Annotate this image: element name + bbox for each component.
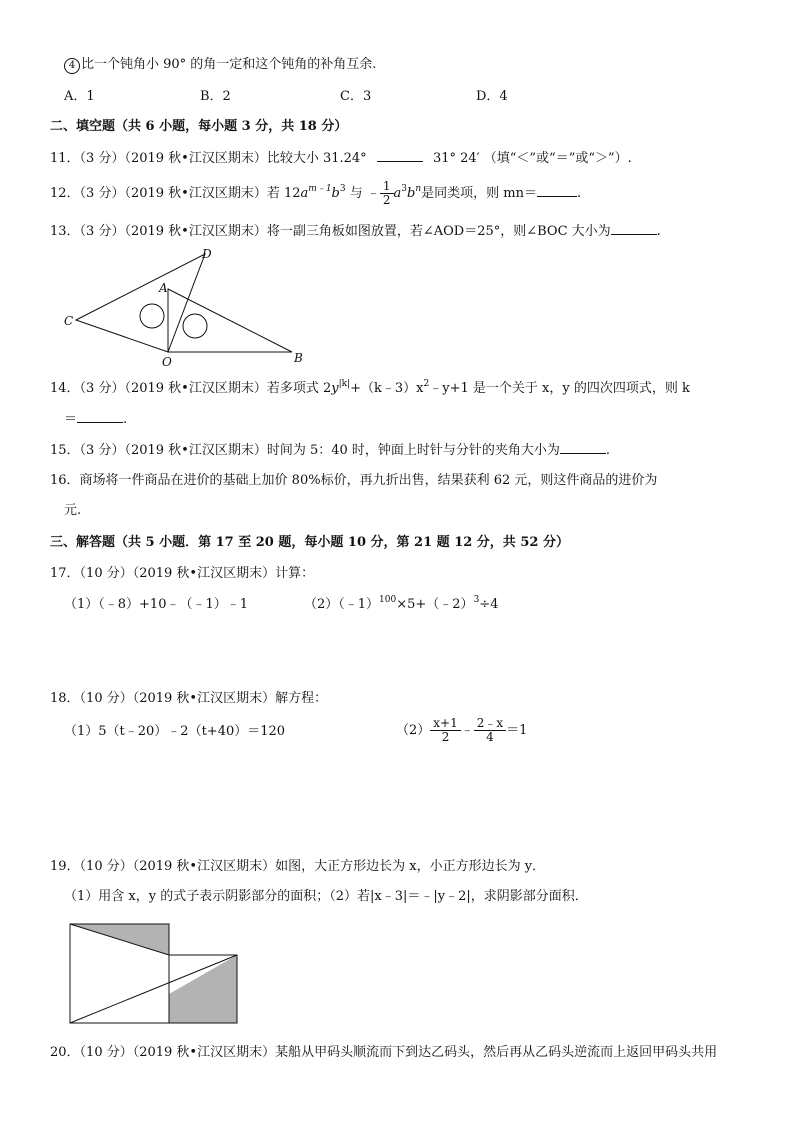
exponent: 3 xyxy=(473,595,480,605)
q14-eq: ＝ xyxy=(64,412,78,427)
question-18-part2 xyxy=(396,714,527,748)
fraction-denominator: 4 xyxy=(486,730,494,744)
question-19-title: 19．（10 分）（2019 秋•江汉区期末）如图，大正方形边长为 x，小正方形边长为 y． xyxy=(50,859,546,874)
exponent: 2 xyxy=(423,379,430,389)
q10-option-c: C．3 xyxy=(340,89,372,104)
q10-option-b: B．2 xyxy=(200,89,231,104)
fraction xyxy=(474,717,506,744)
label-B: B xyxy=(294,351,303,365)
triangle-set-square-1 xyxy=(76,254,205,352)
q10-option-d: D．4 xyxy=(476,89,508,104)
exponent: 3 xyxy=(339,184,346,194)
fraction-numerator: 1 xyxy=(380,180,394,194)
section-2-title: 二、填空题（共 6 小题，每小题 3 分，共 18 分） xyxy=(50,119,348,134)
minus-sign: ﹣ xyxy=(460,723,474,738)
question-15 xyxy=(50,441,610,460)
answer-blank xyxy=(77,410,123,423)
triangle-boards-figure xyxy=(60,244,320,374)
q17-part2-b: ×5+（﹣2） xyxy=(396,597,474,612)
section-3-title: 三、解答题（共 5 小题．第 17 至 20 题，每小题 10 分，第 21 题 12 分，共 52 分） xyxy=(50,535,569,550)
q13-text: 13．（3 分）（2019 秋•江汉区期末）将一副三角板如图放置，若∠AOD＝25°，则∠BOC 大小为 xyxy=(50,224,611,239)
triangle-set-square-2 xyxy=(168,289,292,352)
q14-end: . xyxy=(123,412,128,427)
question-16-line2 xyxy=(64,502,81,520)
label-C: C xyxy=(64,314,74,328)
question-17-title: 17．（10 分）（2019 秋•江汉区期末）计算： xyxy=(50,566,315,581)
question-18-part1: （1）5（t﹣20）﹣2（t+40）＝120 xyxy=(64,724,286,739)
answer-blank xyxy=(611,222,657,235)
hole-circle-2 xyxy=(183,314,207,338)
hole-circle-1 xyxy=(140,304,164,328)
fraction-numerator: x+1 xyxy=(430,717,460,731)
q14-tail: ﹣y+1 是一个关于 x，y 的四次四项式，则 k xyxy=(429,381,690,396)
q14-mid: +（k﹣3）x xyxy=(350,381,424,396)
q12-prefix: 12．（3 分）（2019 秋•江汉区期末）若 12 xyxy=(50,186,301,201)
question-18-title: 18．（10 分）（2019 秋•江汉区期末）解方程： xyxy=(50,691,328,706)
question-14-line2 xyxy=(64,410,127,429)
fraction-denominator: 2 xyxy=(441,730,450,744)
question-14-line1: 14．（3 分）（2019 秋•江汉区期末）若多项式 $2y^{|k|}+(k﹣3)x^2﹣y+1$ 是一个关于 x，y 的四次四项式，则 k xyxy=(50,379,690,396)
exponent: n xyxy=(415,184,422,194)
question-12 xyxy=(50,180,581,209)
exponent: 3 xyxy=(401,184,408,194)
var-a: a xyxy=(393,186,402,201)
q15-end: . xyxy=(605,443,611,458)
q13-end: . xyxy=(656,224,661,239)
question-11 xyxy=(50,149,632,168)
answer-blank xyxy=(537,184,577,197)
question-13 xyxy=(50,222,661,241)
fraction xyxy=(430,717,460,744)
question-19-part: （1）用含 x，y 的式子表示阴影部分的面积；（2）若|x﹣3|＝﹣|y﹣2|，求阴影部分面积． xyxy=(64,889,588,904)
q11-suffix: 31° 24′ （填“＜”或“＝”或“＞”）. xyxy=(432,151,632,166)
question-16-line1: 16．商场将一件商品在进价的基础上加价 80%标价，再九折出售，结果获利 62 元，则这件商品的进价为 xyxy=(50,473,658,488)
fraction-numerator: 2﹣x xyxy=(474,717,506,731)
answer-blank xyxy=(377,149,423,162)
q12-end: . xyxy=(576,186,582,201)
question-17-part1: （1）（﹣8）+10﹣（﹣1）﹣1 xyxy=(64,597,249,612)
q11-prefix: 11．（3 分）（2019 秋•江汉区期末）比较大小 31.24° xyxy=(50,151,367,166)
q16-unit: 元. xyxy=(64,503,82,518)
label-A: A xyxy=(159,281,168,295)
exponent: 100 xyxy=(379,595,397,605)
circle-marker: 4 xyxy=(64,58,80,74)
q18-part2-prefix: （2） xyxy=(396,723,431,738)
var-b: b xyxy=(331,186,340,201)
question-20: 20．（10 分）（2019 秋•江汉区期末）某船从甲码头顺流而下到达乙码头，然后再从乙码头逆流而上返回甲码头共用 xyxy=(50,1045,718,1060)
shaded-region-bottom xyxy=(169,955,237,1023)
exponent: m﹣1 xyxy=(308,184,332,194)
answer-blank xyxy=(560,441,606,454)
fraction xyxy=(380,180,394,207)
var-b: b xyxy=(407,186,416,201)
q12-tail: 是同类项，则 mn＝ xyxy=(421,186,537,201)
q12-with: 与 ﹣ xyxy=(345,186,380,201)
squares-figure xyxy=(68,922,248,1034)
var-a: a xyxy=(300,186,309,201)
q17-part2-c: ÷4 xyxy=(479,597,499,612)
exponent: |k| xyxy=(338,379,351,389)
q10-option-a: A．1 xyxy=(64,89,95,104)
label-D: D xyxy=(202,247,212,261)
q17-part2-a: （2）（﹣1） xyxy=(304,597,380,612)
q10-statement-text: 比一个钝角小 90° 的角一定和这个钝角的补角互余. xyxy=(81,57,377,72)
equals-one: ＝1 xyxy=(506,723,528,738)
q14-prefix: 14．（3 分）（2019 秋•江汉区期末）若多项式 2 xyxy=(50,381,332,396)
question-17-part2 xyxy=(304,596,498,615)
fraction-denominator: 2 xyxy=(382,193,391,207)
q15-text: 15．（3 分）（2019 秋•江汉区期末）时间为 5：40 时，钟面上时针与分针的夹角大小为 xyxy=(50,443,560,458)
label-O: O xyxy=(162,355,172,369)
q10-statement-4 xyxy=(64,56,376,74)
